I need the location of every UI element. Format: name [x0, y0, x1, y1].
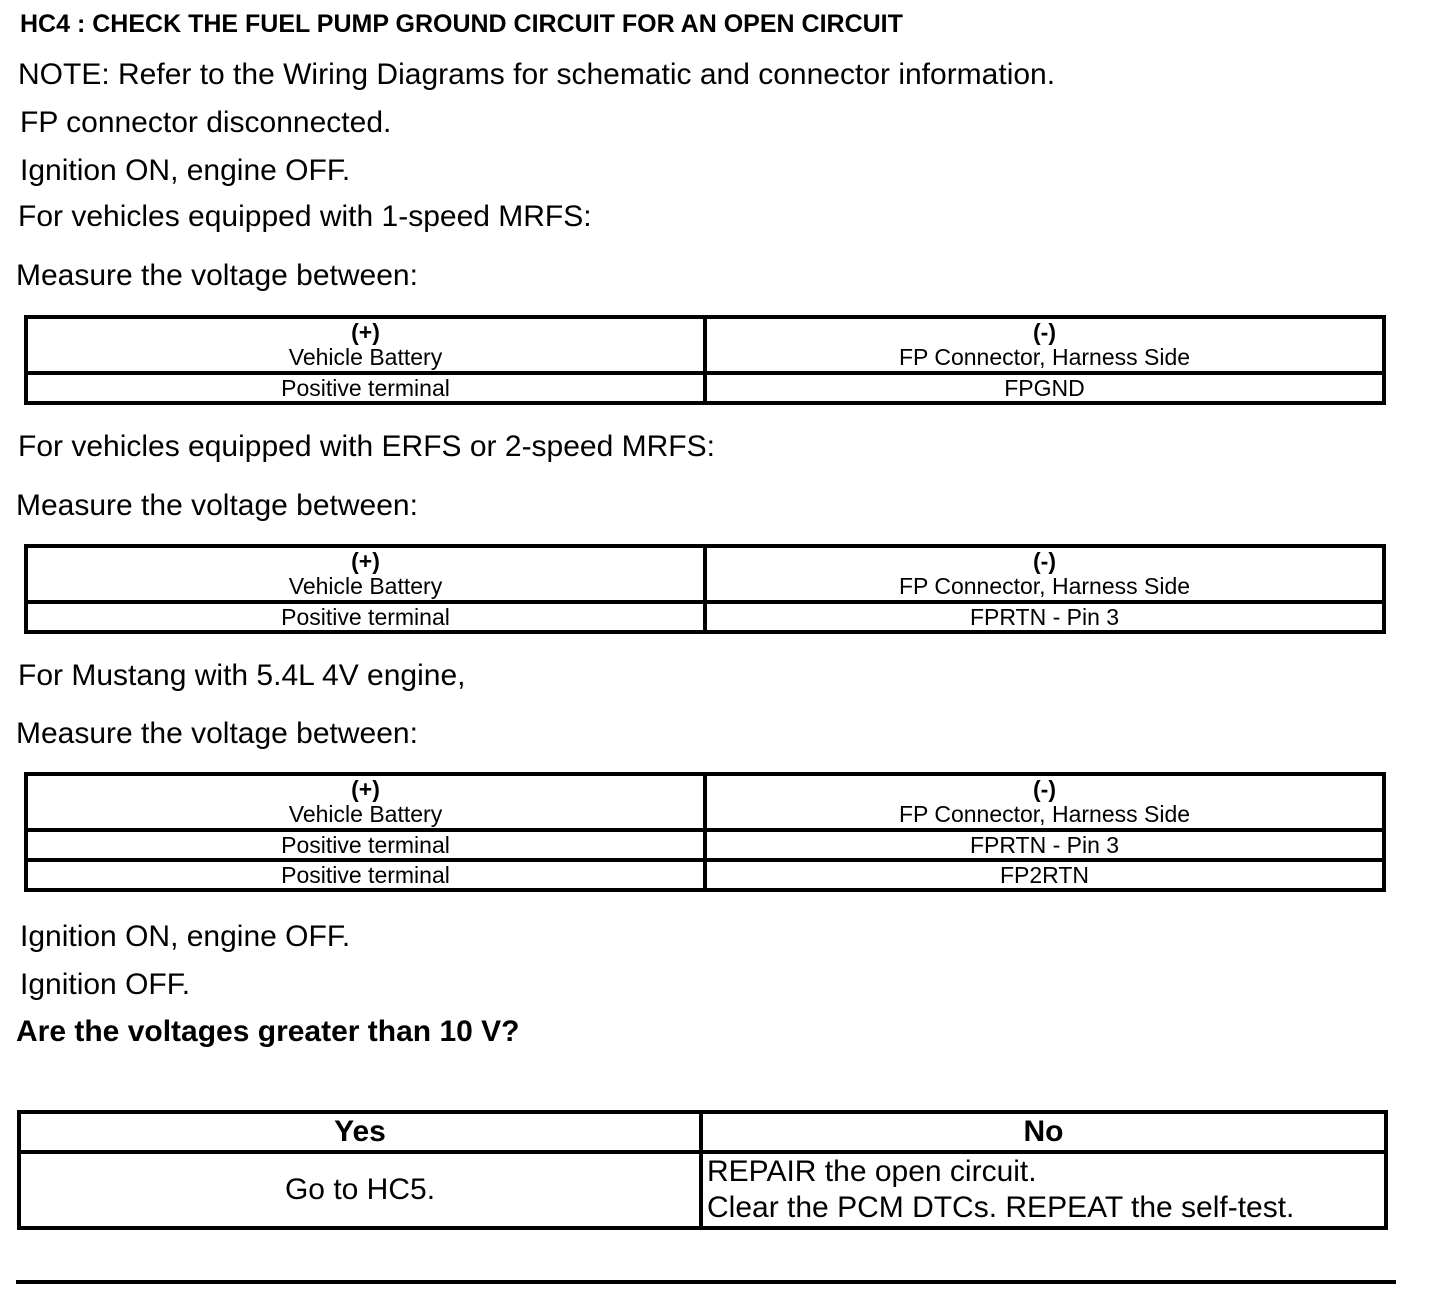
- plus-header: [26, 317, 705, 373]
- section2-instruction: Measure the voltage between:: [16, 489, 418, 522]
- no-action-line1: REPAIR the open circuit.: [707, 1155, 1037, 1188]
- plus-header: [26, 774, 705, 830]
- no-header: No: [701, 1112, 1386, 1152]
- section3-condition: For Mustang with 5.4L 4V engine,: [18, 659, 466, 692]
- plus-symbol: (+): [351, 319, 380, 345]
- minus-header: [705, 317, 1384, 373]
- yes-action: Go to HC5.: [19, 1152, 701, 1228]
- page-title: HC4 : CHECK THE FUEL PUMP GROUND CIRCUIT FOR AN OPEN CIRCUIT: [20, 10, 903, 38]
- question-text: Are the voltages greater than 10 V?: [16, 1015, 520, 1048]
- minus-label: FP Connector, Harness Side: [898, 573, 1191, 599]
- table-row: [26, 602, 1384, 632]
- step-ignition-off: Ignition OFF.: [20, 968, 191, 1001]
- minus-header: [705, 774, 1384, 830]
- step-connector-disconnected: FP connector disconnected.: [20, 106, 392, 139]
- plus-cell: Positive terminal: [26, 860, 705, 890]
- plus-label: Vehicle Battery: [288, 573, 443, 599]
- section3-instruction: Measure the voltage between:: [16, 717, 418, 750]
- minus-label: FP Connector, Harness Side: [898, 801, 1191, 827]
- step-ignition-on-2: Ignition ON, engine OFF.: [20, 920, 351, 953]
- no-action-line2: Clear the PCM DTCs. REPEAT the self-test.: [707, 1191, 1295, 1224]
- table-row: [26, 373, 1384, 403]
- section1-condition: For vehicles equipped with 1-speed MRFS:: [18, 200, 592, 233]
- no-action: [701, 1152, 1386, 1228]
- plus-label: Vehicle Battery: [288, 344, 443, 370]
- minus-symbol: (-): [1033, 776, 1056, 802]
- step-ignition-on: Ignition ON, engine OFF.: [20, 154, 351, 187]
- plus-label: Vehicle Battery: [288, 801, 443, 827]
- plus-symbol: (+): [351, 548, 380, 574]
- table-row: [26, 860, 1384, 890]
- minus-symbol: (-): [1033, 319, 1056, 345]
- minus-cell: FP2RTN: [705, 860, 1384, 890]
- note-text: NOTE: Refer to the Wiring Diagrams for schematic and connector information.: [18, 58, 1056, 91]
- yes-header: Yes: [19, 1112, 701, 1152]
- plus-cell: Positive terminal: [26, 373, 705, 403]
- section1-measurement-table: [24, 315, 1386, 405]
- section1-instruction: Measure the voltage between:: [16, 259, 418, 292]
- minus-label: FP Connector, Harness Side: [898, 344, 1191, 370]
- minus-symbol: (-): [1033, 548, 1056, 574]
- minus-header: [705, 546, 1384, 602]
- table-row: [26, 830, 1384, 860]
- result-table: [17, 1110, 1388, 1230]
- section2-condition: For vehicles equipped with ERFS or 2-speed MRFS:: [18, 430, 715, 463]
- bottom-divider: [16, 1280, 1396, 1284]
- section2-measurement-table: [24, 544, 1386, 634]
- minus-cell: FPRTN - Pin 3: [705, 830, 1384, 860]
- section3-measurement-table: [24, 772, 1386, 892]
- plus-cell: Positive terminal: [26, 602, 705, 632]
- plus-header: [26, 546, 705, 602]
- minus-cell: FPGND: [705, 373, 1384, 403]
- plus-symbol: (+): [351, 776, 380, 802]
- minus-cell: FPRTN - Pin 3: [705, 602, 1384, 632]
- plus-cell: Positive terminal: [26, 830, 705, 860]
